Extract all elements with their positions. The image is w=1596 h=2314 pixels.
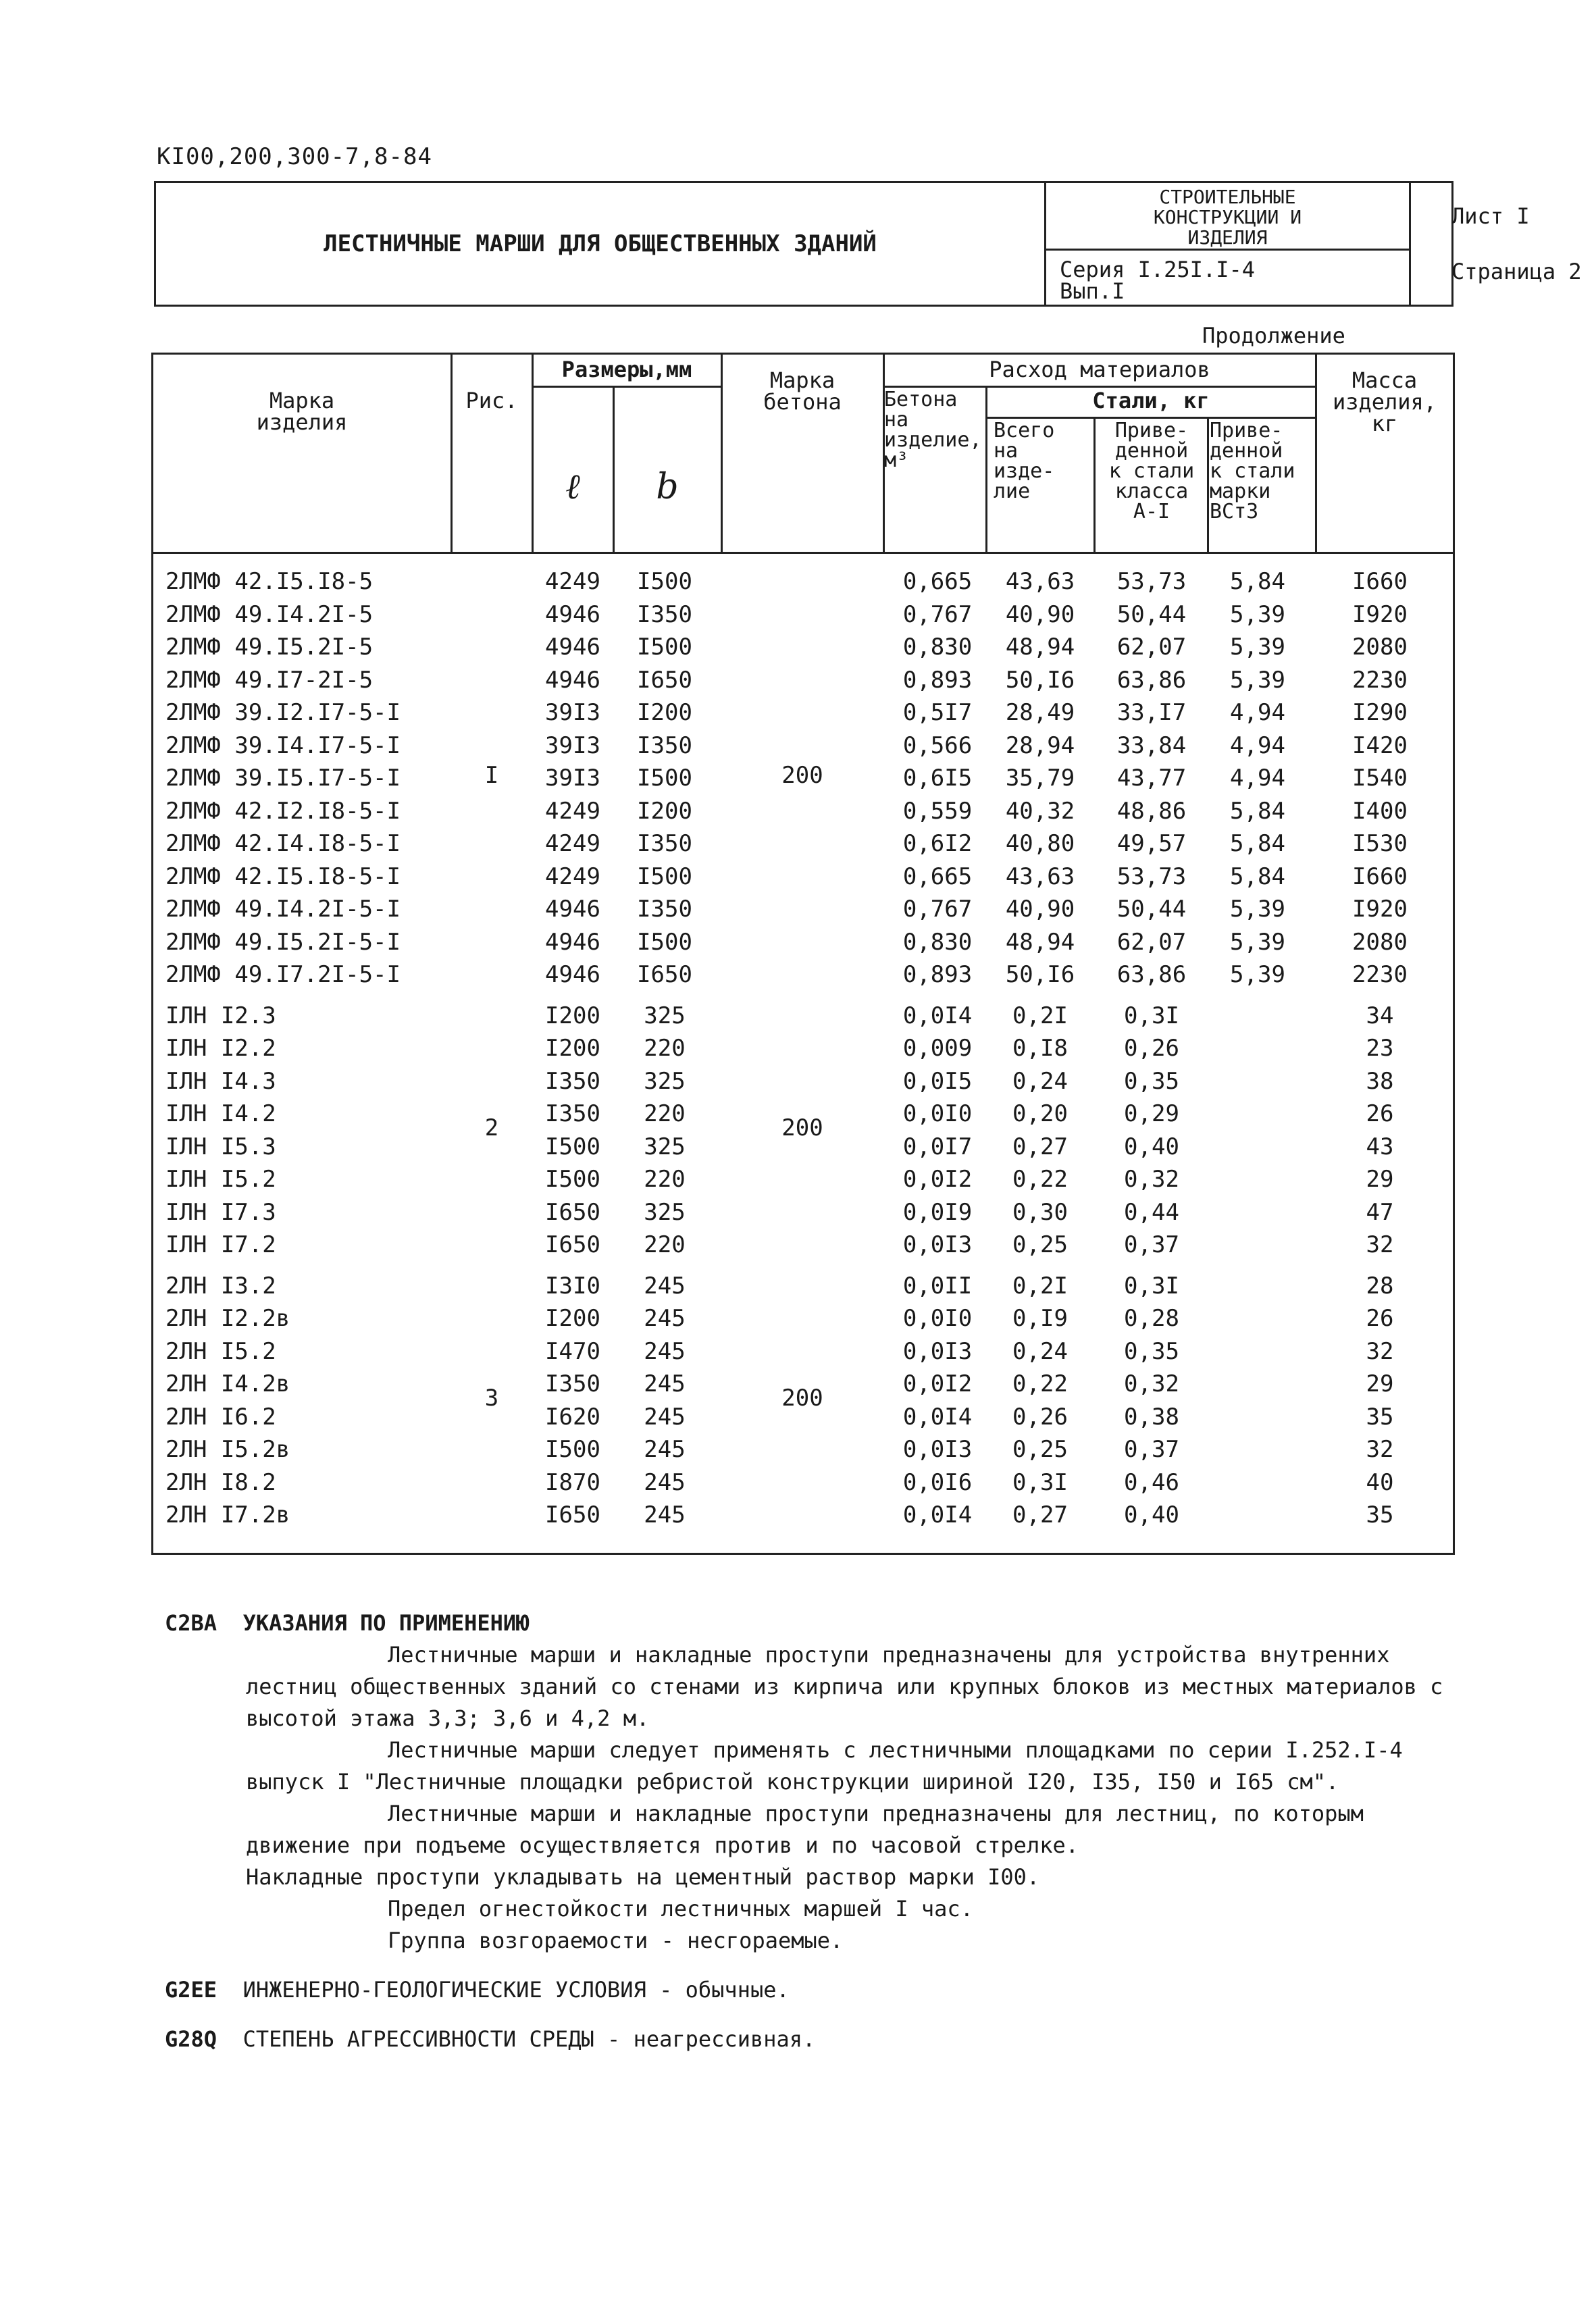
cell-b: 220 (644, 1035, 686, 1062)
cell-figure: 3 (484, 1384, 499, 1412)
cell-vst3: 4,94 (1230, 699, 1285, 726)
cell-mark: IЛН I2.3 (165, 1002, 276, 1029)
cell-a1: 43,77 (1116, 765, 1187, 792)
cell-total: 0,24 (1012, 1337, 1068, 1365)
cell-mass: 29 (1366, 1370, 1394, 1397)
cell-concrete: 0,0I3 (902, 1231, 973, 1258)
cell-l: 4249 (545, 830, 600, 857)
cell-vst3: 5,39 (1230, 961, 1285, 988)
cell-concrete: 0,665 (902, 568, 973, 595)
cell-total: 0,27 (1012, 1133, 1068, 1160)
cell-l: 4946 (545, 634, 600, 661)
cell-l: 4249 (545, 797, 600, 825)
cell-mass: I660 (1352, 568, 1408, 595)
cell-mark: 2ЛН I5.2в (165, 1436, 290, 1463)
cell-concrete-grade: 200 (781, 1114, 823, 1141)
cell-total: 40,80 (1005, 830, 1075, 857)
application-paragraph: Лестничные марши следует применять с лестничными площадками по серии I.252.I-4 выпуск I "Лестничные площадки ребристой конструкции шириной I20, I35, I50 и I65 см". (246, 1737, 1403, 1795)
cell-total: 35,79 (1005, 765, 1075, 792)
cell-total: 0,24 (1012, 1067, 1068, 1095)
header-width: b (656, 467, 679, 507)
cell-mass: I660 (1352, 863, 1408, 890)
materials-table (151, 353, 1455, 1555)
cell-total: 50,I6 (1005, 961, 1075, 988)
cell-l: 4946 (545, 928, 600, 956)
cell-b: I650 (637, 961, 692, 988)
geology-code: G2ЕЕ (165, 1977, 217, 2003)
cell-mark: 2ЛН I7.2в (165, 1501, 290, 1528)
cell-b: I500 (637, 765, 692, 792)
cell-l: I350 (545, 1067, 600, 1095)
cell-l: I200 (545, 1002, 600, 1029)
cell-concrete: 0,6I2 (902, 830, 973, 857)
cell-b: 325 (644, 1198, 686, 1226)
cell-mass: 40 (1366, 1468, 1394, 1496)
cell-b: 325 (644, 1002, 686, 1029)
cell-b: I500 (637, 928, 692, 956)
cell-l: 39I3 (545, 765, 600, 792)
cell-a1: 0,40 (1124, 1501, 1179, 1528)
cell-a1: 49,57 (1116, 830, 1187, 857)
cell-a1: 0,3I (1124, 1272, 1179, 1300)
header-mark: Марка изделия (256, 388, 348, 435)
cell-l: 4946 (545, 666, 600, 694)
cell-concrete: 0,5I7 (902, 699, 973, 726)
cell-mass: 38 (1366, 1067, 1394, 1095)
cell-l: I500 (545, 1436, 600, 1463)
cell-vst3: 5,39 (1230, 600, 1285, 628)
cell-a1: 48,86 (1116, 797, 1187, 825)
application-paragraph: Лестничные марши и накладные проступи предназначены для лестниц, по которым движение при подъеме осуществляется против и по часовой стрелке. (246, 1801, 1364, 1858)
cell-l: I500 (545, 1166, 600, 1193)
cell-total: 0,22 (1012, 1166, 1068, 1193)
cell-mass: 29 (1366, 1166, 1394, 1193)
cell-mark: 2ЛМФ 49.I4.2I-5 (165, 600, 374, 628)
cell-b: I200 (637, 797, 692, 825)
cell-b: 245 (644, 1468, 686, 1496)
header-length: ℓ (565, 467, 580, 507)
cell-b: I500 (637, 568, 692, 595)
cell-mass: 47 (1366, 1198, 1394, 1226)
title-block (154, 181, 1582, 307)
cell-mass: 32 (1366, 1436, 1394, 1463)
cell-mark: IЛН I5.2 (165, 1166, 276, 1193)
continued-label: Продолжение (1202, 323, 1345, 349)
application-line: Группа возгораемости - несгораемые. (388, 1928, 844, 1953)
cell-l: 4249 (545, 863, 600, 890)
cell-concrete: 0,559 (902, 797, 973, 825)
cell-b: 325 (644, 1133, 686, 1160)
cell-mass: I420 (1352, 731, 1408, 759)
cell-l: 4946 (545, 600, 600, 628)
cell-l: 39I3 (545, 731, 600, 759)
header-concrete-grade: Марка бетона (763, 367, 842, 415)
cell-a1: 0,32 (1124, 1166, 1179, 1193)
cell-total: 0,2I (1012, 1272, 1068, 1300)
cell-a1: 0,3I (1124, 1002, 1179, 1029)
cell-concrete: 0,0II (902, 1272, 973, 1300)
application-heading (165, 1608, 1448, 1639)
cell-total: 28,94 (1005, 731, 1075, 759)
cell-a1: 63,86 (1116, 666, 1187, 694)
cell-mark: 2ЛМФ 39.I5.I7-5-I (165, 765, 401, 792)
cell-mass: I290 (1352, 699, 1408, 726)
cell-l: 4249 (545, 568, 600, 595)
cell-mass: 35 (1366, 1501, 1394, 1528)
cell-concrete: 0,767 (902, 600, 973, 628)
cell-concrete: 0,830 (902, 928, 973, 956)
cell-mark: 2ЛН I4.2в (165, 1370, 290, 1397)
cell-mass: 2230 (1352, 666, 1408, 694)
cell-a1: 53,73 (1116, 863, 1187, 890)
geology-text: ИНЖЕНЕРНО-ГЕОЛОГИЧЕСКИЕ УСЛОВИЯ - обычные. (242, 1977, 790, 2003)
cell-mark: 2ЛМФ 42.I5.I8-5 (165, 568, 374, 595)
cell-mark: 2ЛМФ 49.I4.2I-5-I (165, 896, 401, 923)
cell-figure: 2 (484, 1114, 499, 1141)
cell-l: 39I3 (545, 699, 600, 726)
application-code: С2ВА (165, 1610, 217, 1636)
cell-concrete: 0,767 (902, 896, 973, 923)
cell-mass: I540 (1352, 765, 1408, 792)
cell-concrete: 0,0I9 (902, 1198, 973, 1226)
cell-l: 4946 (545, 961, 600, 988)
cell-mass: 26 (1366, 1305, 1394, 1332)
cell-l: I3I0 (545, 1272, 600, 1300)
cell-b: 220 (644, 1231, 686, 1258)
cell-l: I350 (545, 1370, 600, 1397)
cell-concrete: 0,0I2 (902, 1166, 973, 1193)
cell-vst3: 5,84 (1230, 830, 1285, 857)
cell-mark: IЛН I2.2 (165, 1035, 276, 1062)
cell-mark: 2ЛМФ 49.I7.2I-5-I (165, 961, 401, 988)
header-dimensions: Размеры,мм (561, 357, 692, 382)
cell-mark: 2ЛН I2.2в (165, 1305, 290, 1332)
cell-mass: 34 (1366, 1002, 1394, 1029)
cell-total: 40,90 (1005, 896, 1075, 923)
cell-a1: 0,35 (1124, 1067, 1179, 1095)
cell-total: 0,25 (1012, 1436, 1068, 1463)
cell-b: 325 (644, 1067, 686, 1095)
cell-b: I650 (637, 666, 692, 694)
cell-l: I870 (545, 1468, 600, 1496)
cell-mass: 2080 (1352, 928, 1408, 956)
cell-b: I350 (637, 896, 692, 923)
series-label: Серия I.25I.I-4 Вып.I (1060, 257, 1255, 304)
cell-mass: I920 (1352, 600, 1408, 628)
header-steel-a1: Приве- денной к стали класса А-I (1108, 419, 1195, 523)
cell-mass: 43 (1366, 1133, 1394, 1160)
cell-total: 0,2I (1012, 1002, 1068, 1029)
cell-a1: 0,40 (1124, 1133, 1179, 1160)
cell-a1: 0,46 (1124, 1468, 1179, 1496)
cell-b: 220 (644, 1100, 686, 1127)
cell-mark: IЛН I5.3 (165, 1133, 276, 1160)
cell-a1: 0,28 (1124, 1305, 1179, 1332)
sheet-label: Лист I (1451, 203, 1530, 229)
cell-figure: I (484, 762, 499, 790)
cell-concrete: 0,0I0 (902, 1100, 973, 1127)
cell-a1: 63,86 (1116, 961, 1187, 988)
cell-b: I350 (637, 731, 692, 759)
cell-a1: 0,38 (1124, 1403, 1179, 1431)
header-mass: Масса изделия, кг (1332, 367, 1437, 436)
cell-a1: 33,84 (1116, 731, 1187, 759)
organization-label: СТРОИТЕЛЬНЫЕ КОНСТРУКЦИИ И ИЗДЕЛИЯ (1046, 183, 1409, 251)
header-steel: Стали, кг (1092, 388, 1210, 413)
cell-vst3: 5,39 (1230, 896, 1285, 923)
cell-concrete: 0,0I4 (902, 1002, 973, 1029)
cell-mass: 26 (1366, 1100, 1394, 1127)
cell-total: 50,I6 (1005, 666, 1075, 694)
cell-a1: 50,44 (1116, 896, 1187, 923)
cell-mark: 2ЛМФ 39.I2.I7-5-I (165, 699, 401, 726)
document-code: КI00,200,300-7,8-84 (157, 143, 432, 170)
cell-mark: 2ЛМФ 42.I5.I8-5-I (165, 863, 401, 890)
cell-mark: 2ЛМФ 49.I5.2I-5-I (165, 928, 401, 956)
application-paragraph: Лестничные марши и накладные проступи предназначены для устройства внутренних лестниц общественных зданий со стенами из кирпича или крупных блоков из местных материалов с высотой этажа 3,3; 3,6 и 4,2 м. (246, 1642, 1443, 1731)
cell-concrete-grade: 200 (781, 762, 823, 790)
cell-mark: IЛН I7.2 (165, 1231, 276, 1258)
cell-vst3: 5,39 (1230, 928, 1285, 956)
aggression-text: СТЕПЕНЬ АГРЕССИВНОСТИ СРЕДЫ - неагрессивная. (242, 2026, 816, 2052)
cell-a1: 0,37 (1124, 1436, 1179, 1463)
cell-a1: 0,37 (1124, 1231, 1179, 1258)
cell-l: I470 (545, 1337, 600, 1365)
cell-total: 0,27 (1012, 1501, 1068, 1528)
cell-vst3: 5,84 (1230, 568, 1285, 595)
cell-total: 0,20 (1012, 1100, 1068, 1127)
cell-mass: 32 (1366, 1337, 1394, 1365)
cell-total: 43,63 (1005, 863, 1075, 890)
application-body (165, 1639, 1448, 1957)
cell-a1: 0,29 (1124, 1100, 1179, 1127)
cell-a1: 33,I7 (1116, 699, 1187, 726)
cell-concrete: 0,009 (902, 1035, 973, 1062)
cell-a1: 0,44 (1124, 1198, 1179, 1226)
cell-l: I650 (545, 1501, 600, 1528)
cell-mass: 2230 (1352, 961, 1408, 988)
cell-b: 245 (644, 1272, 686, 1300)
cell-total: 0,26 (1012, 1403, 1068, 1431)
cell-total: 0,30 (1012, 1198, 1068, 1226)
cell-mass: 28 (1366, 1272, 1394, 1300)
cell-total: 0,25 (1012, 1231, 1068, 1258)
cell-mark: IЛН I4.2 (165, 1100, 276, 1127)
cell-concrete: 0,0I7 (902, 1133, 973, 1160)
cell-concrete-grade: 200 (781, 1384, 823, 1412)
cell-b: I350 (637, 600, 692, 628)
cell-mark: 2ЛН I3.2 (165, 1272, 276, 1300)
cell-mark: 2ЛМФ 42.I4.I8-5-I (165, 830, 401, 857)
cell-b: 245 (644, 1337, 686, 1365)
cell-b: 220 (644, 1166, 686, 1193)
cell-total: 0,3I (1012, 1468, 1068, 1496)
application-title: УКАЗАНИЯ ПО ПРИМЕНЕНИЮ (242, 1610, 530, 1636)
cell-b: 245 (644, 1370, 686, 1397)
cell-a1: 50,44 (1116, 600, 1187, 628)
cell-concrete: 0,566 (902, 731, 973, 759)
aggression-code: G28Q (165, 2026, 217, 2052)
cell-mass: 32 (1366, 1231, 1394, 1258)
cell-mass: 2080 (1352, 634, 1408, 661)
application-line: Накладные проступи укладывать на цементный раствор марки I00. (246, 1864, 1040, 1890)
cell-mark: IЛН I7.3 (165, 1198, 276, 1226)
cell-l: I500 (545, 1133, 600, 1160)
cell-b: I500 (637, 863, 692, 890)
cell-a1: 0,35 (1124, 1337, 1179, 1365)
cell-b: 245 (644, 1305, 686, 1332)
cell-a1: 0,26 (1124, 1035, 1179, 1062)
cell-concrete: 0,6I5 (902, 765, 973, 792)
cell-mark: 2ЛМФ 39.I4.I7-5-I (165, 731, 401, 759)
cell-concrete: 0,0I5 (902, 1067, 973, 1095)
cell-vst3: 4,94 (1230, 765, 1285, 792)
cell-mass: I530 (1352, 830, 1408, 857)
document-title: ЛЕСТНИЧНЫЕ МАРШИ ДЛЯ ОБЩЕСТВЕННЫХ ЗДАНИЙ (156, 183, 1046, 305)
header-steel-vst3: Приве- денной к стали марки ВСт3 (1210, 419, 1295, 523)
cell-concrete: 0,665 (902, 863, 973, 890)
cell-a1: 0,32 (1124, 1370, 1179, 1397)
cell-l: I350 (545, 1100, 600, 1127)
cell-mark: 2ЛН I8.2 (165, 1468, 276, 1496)
cell-b: I500 (637, 634, 692, 661)
cell-mass: 23 (1366, 1035, 1394, 1062)
header-figure: Рис. (465, 388, 518, 413)
cell-l: I200 (545, 1305, 600, 1332)
cell-a1: 53,73 (1116, 568, 1187, 595)
cell-total: 40,32 (1005, 797, 1075, 825)
cell-total: 28,49 (1005, 699, 1075, 726)
cell-l: I200 (545, 1035, 600, 1062)
cell-mark: 2ЛМФ 49.I7-2I-5 (165, 666, 374, 694)
cell-b: I200 (637, 699, 692, 726)
notes-section (165, 1608, 1448, 2055)
cell-vst3: 5,39 (1230, 666, 1285, 694)
cell-a1: 62,07 (1116, 928, 1187, 956)
cell-total: 0,I8 (1012, 1035, 1068, 1062)
cell-mass: I920 (1352, 896, 1408, 923)
cell-b: 245 (644, 1403, 686, 1431)
cell-mass: 35 (1366, 1403, 1394, 1431)
cell-concrete: 0,0I3 (902, 1337, 973, 1365)
header-materials: Расход материалов (989, 357, 1210, 382)
cell-vst3: 5,84 (1230, 863, 1285, 890)
cell-vst3: 4,94 (1230, 731, 1285, 759)
cell-concrete: 0,0I4 (902, 1403, 973, 1431)
cell-concrete: 0,0I4 (902, 1501, 973, 1528)
cell-vst3: 5,84 (1230, 797, 1285, 825)
cell-l: I650 (545, 1198, 600, 1226)
cell-concrete: 0,830 (902, 634, 973, 661)
application-line: Предел огнестойкости лестничных маршей I час. (388, 1896, 973, 1922)
header-steel-total: Всего на изде- лие (994, 419, 1055, 503)
cell-concrete: 0,893 (902, 666, 973, 694)
cell-vst3: 5,39 (1230, 634, 1285, 661)
cell-concrete: 0,0I3 (902, 1436, 973, 1463)
cell-b: 245 (644, 1501, 686, 1528)
cell-b: I350 (637, 830, 692, 857)
header-concrete: Бетона на изделие, м³ (884, 388, 982, 472)
title-block-middle (1046, 183, 1411, 305)
cell-mark: 2ЛМФ 42.I2.I8-5-I (165, 797, 401, 825)
cell-mark: 2ЛМФ 49.I5.2I-5 (165, 634, 374, 661)
cell-mass: I400 (1352, 797, 1408, 825)
cell-concrete: 0,893 (902, 961, 973, 988)
geology-note (165, 1974, 1448, 2006)
cell-l: I620 (545, 1403, 600, 1431)
cell-b: 245 (644, 1436, 686, 1463)
cell-total: 0,22 (1012, 1370, 1068, 1397)
cell-total: 48,94 (1005, 634, 1075, 661)
cell-l: 4946 (545, 896, 600, 923)
cell-total: 40,90 (1005, 600, 1075, 628)
cell-concrete: 0,0I2 (902, 1370, 973, 1397)
aggression-note (165, 2024, 1448, 2055)
cell-a1: 62,07 (1116, 634, 1187, 661)
cell-l: I650 (545, 1231, 600, 1258)
cell-mark: IЛН I4.3 (165, 1067, 276, 1095)
cell-total: 0,I9 (1012, 1305, 1068, 1332)
cell-concrete: 0,0I0 (902, 1305, 973, 1332)
cell-mark: 2ЛН I6.2 (165, 1403, 276, 1431)
cell-total: 48,94 (1005, 928, 1075, 956)
page-label: Страница 2 (1451, 259, 1582, 284)
title-block-right (1411, 183, 1587, 305)
cell-concrete: 0,0I6 (902, 1468, 973, 1496)
cell-total: 43,63 (1005, 568, 1075, 595)
cell-mark: 2ЛН I5.2 (165, 1337, 276, 1365)
